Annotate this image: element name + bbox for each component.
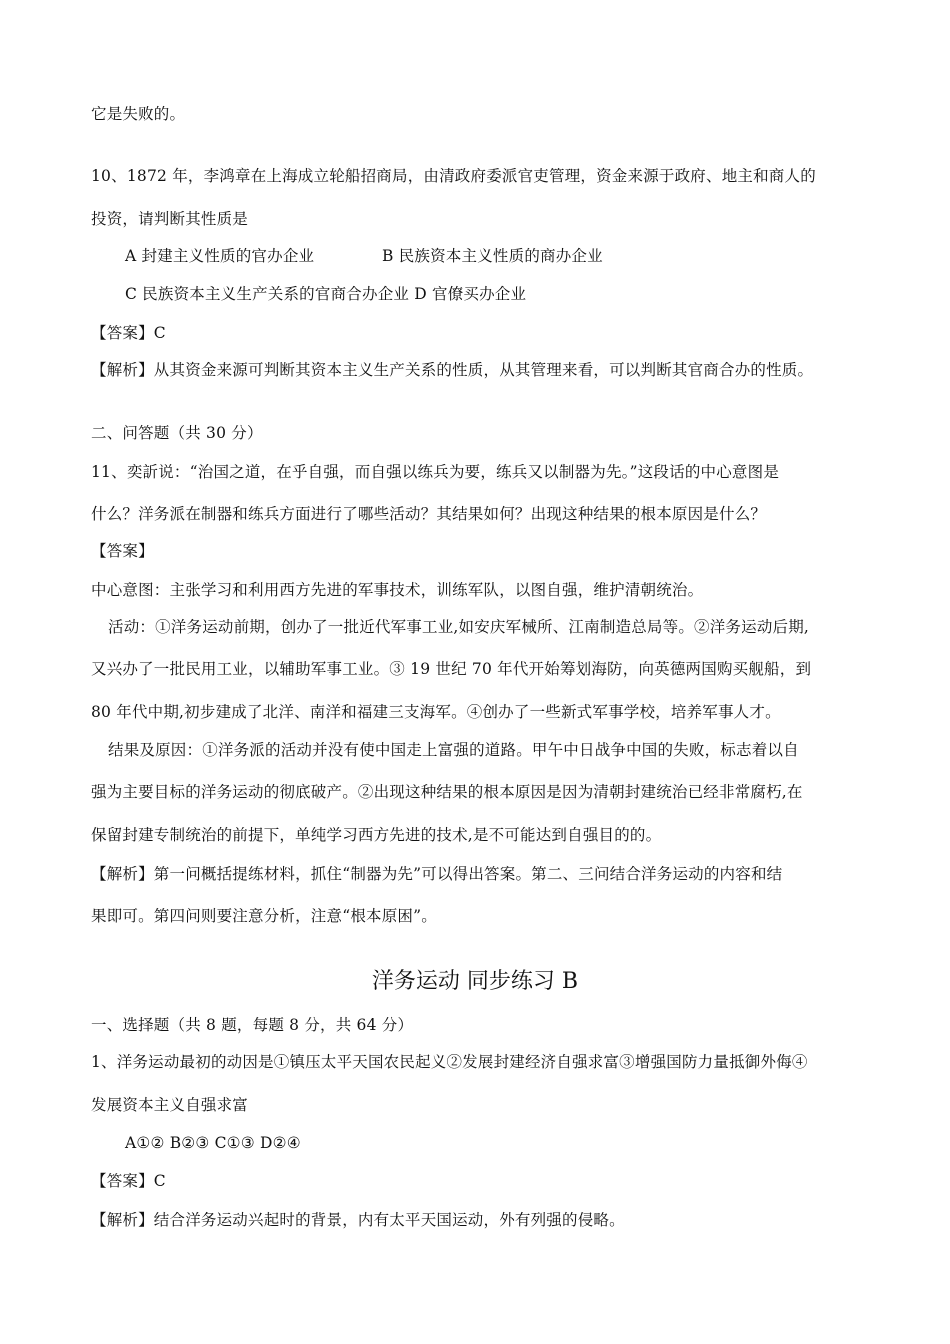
q11-result-line-2: 强为主要目标的洋务运动的彻底破产。②出现这种结果的根本原因是因为清朝封建统治已经非常腐朽,在 <box>91 783 803 801</box>
q1-answer: 【答案】C <box>91 1172 166 1190</box>
q10-stem-line-1: 10、1872 年，李鸿章在上海成立轮船招商局，由清政府委派官吏管理，资金来源于政府、地主和商人的 <box>91 167 816 185</box>
q10-answer: 【答案】C <box>91 324 166 342</box>
q11-answer-label: 【答案】 <box>91 542 154 560</box>
section-1-heading: 一、选择题（共 8 题，每题 8 分，共 64 分） <box>91 1016 414 1034</box>
q11-stem-line-1: 11、奕訢说：“治国之道，在乎自强，而自强以练兵为要，练兵又以制器为先。”这段话的中心意图是 <box>91 463 780 481</box>
q11-analysis-line-2: 果即可。第四问则要注意分析，注意“根本原困”。 <box>91 907 437 925</box>
q11-activity-line-3: 80 年代中期,初步建成了北洋、南洋和福建三支海军。④创办了一些新式军事学校，培养军事人才。 <box>91 703 781 721</box>
q1-stem-line-2: 发展资本主义自强求富 <box>91 1096 249 1114</box>
q10-option-a: A 封建主义性质的官办企业 <box>125 247 315 265</box>
q1-stem-line-1: 1、洋务运动最初的动因是①镇压太平天国农民起义②发展封建经济自强求富③增强国防力量抵御外侮④ <box>91 1053 808 1071</box>
q10-stem-line-2: 投资，请判断其性质是 <box>91 210 249 228</box>
q11-activity-line-1: 活动：①洋务运动前期，创办了一批近代军事工业,如安庆军械所、江南制造总局等。②洋务运动后期, <box>108 618 810 636</box>
q11-result-line-3: 保留封建专制统治的前提下，单纯学习西方先进的技术,是不可能达到自强目的的。 <box>91 826 662 844</box>
q1-analysis: 【解析】结合洋务运动兴起时的背景，内有太平天国运动，外有列强的侵略。 <box>91 1211 625 1229</box>
q10-analysis: 【解析】从其资金来源可判断其资本主义生产关系的性质，从其管理来看，可以判断其官商合办的性质。 <box>91 361 814 379</box>
q10-options-c-d: C 民族资本主义生产关系的官商合办企业 D 官僚买办企业 <box>125 285 527 303</box>
section-2-heading: 二、问答题（共 30 分） <box>91 424 263 442</box>
q11-stem-line-2: 什么？洋务派在制器和练兵方面进行了哪些活动？其结果如何？出现这种结果的根本原因是什么？ <box>91 505 767 523</box>
q11-center-intent: 中心意图：主张学习和利用西方先进的军事技术，训练军队，以图自强，维护清朝统治。 <box>91 581 704 599</box>
q1-options: A①② B②③ C①③ D②④ <box>125 1134 301 1152</box>
q11-activity-line-2: 又兴办了一批民用工业，以辅助军事工业。③ 19 世纪 70 年代开始筹划海防，向英德两国购买舰船，到 <box>91 660 812 678</box>
q10-option-b: B 民族资本主义性质的商办企业 <box>382 247 603 265</box>
q11-result-line-1: 结果及原因：①洋务派的活动并没有使中国走上富强的道路。甲午中日战争中国的失败，标志着以自 <box>108 741 799 759</box>
previous-answer-tail: 它是失败的。 <box>91 105 186 123</box>
section-title: 洋务运动 同步练习 B <box>371 969 579 994</box>
q11-analysis-line-1: 【解析】第一问概括提练材料，抓住“制器为先”可以得出答案。第二、三问结合洋务运动的内容和结 <box>91 865 783 883</box>
